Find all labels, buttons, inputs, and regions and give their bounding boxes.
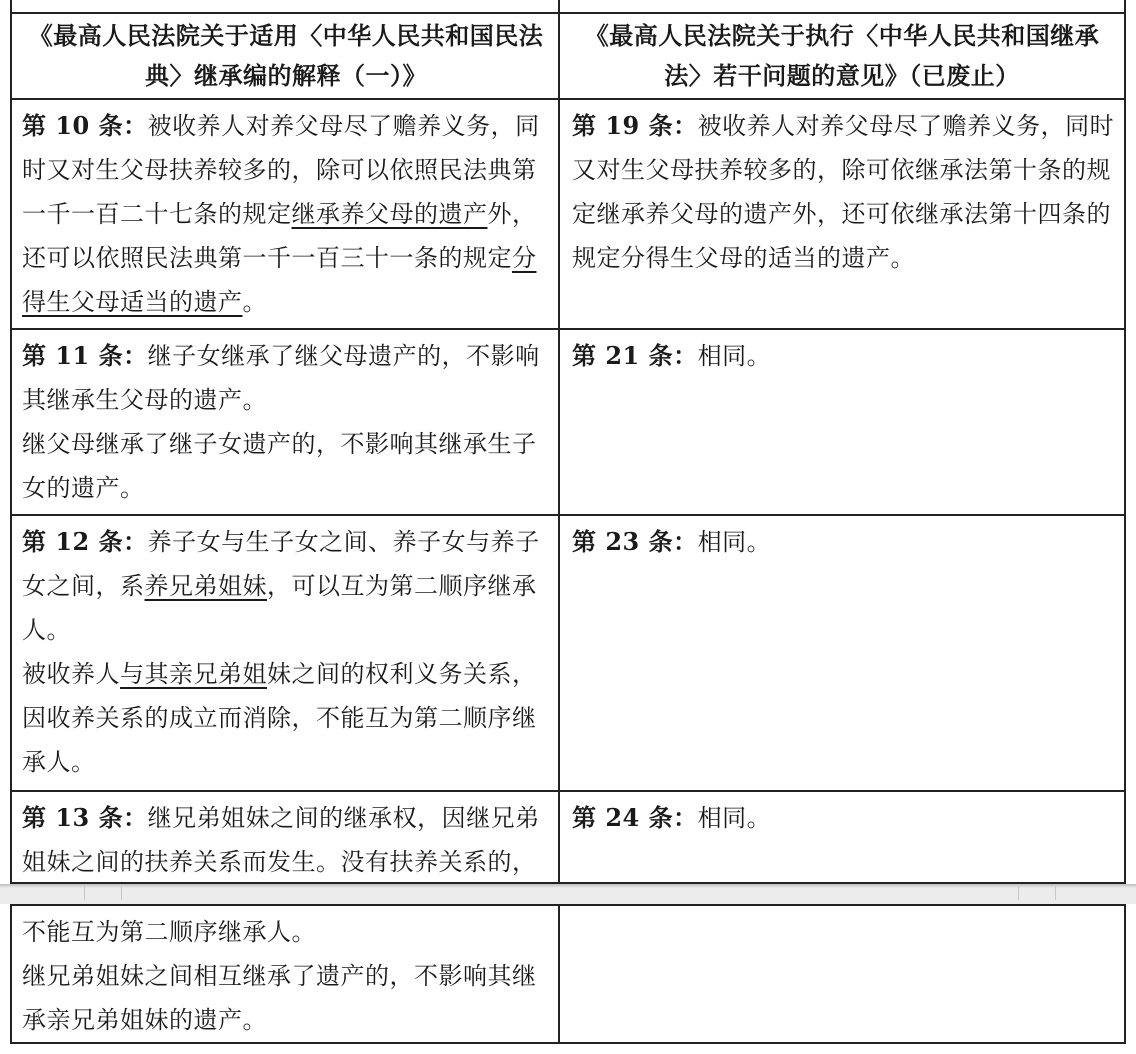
- article-text: 被收养人对养父母尽了赡养义务，同时又对生父母扶养较多的，除可以依照民法典第一千一百二十七条的规定: [22, 112, 540, 228]
- comparison-table: [10, 0, 1126, 884]
- row-rule: [12, 514, 1124, 516]
- article-21-right: [572, 334, 1116, 378]
- underlined-phrase: 继承养父母的遗产: [291, 200, 488, 228]
- article-number: 第 21 条：: [572, 341, 698, 370]
- article-number: 第 23 条：: [572, 527, 698, 556]
- underlined-phrase: 养兄弟姐妹: [144, 572, 267, 600]
- comparison-table-continued: [10, 904, 1126, 1044]
- column-divider: [558, 906, 560, 1042]
- article-number: 第 12 条：: [22, 527, 148, 556]
- page-corner-mark: [84, 886, 122, 900]
- article-text: 。: [242, 288, 267, 316]
- article-13-left: [22, 796, 552, 884]
- row-rule: [12, 328, 1124, 330]
- article-text: 相同。: [697, 342, 772, 370]
- page-corner-mark: [1018, 886, 1056, 900]
- article-text: 继子女继承了继父母遗产的，不影响其继承生父母的遗产。: [22, 342, 540, 414]
- article-text: 被收养人: [22, 660, 120, 688]
- article-number: 第 11 条：: [22, 341, 148, 370]
- table-top-rule: [12, 12, 1124, 14]
- article-text: 继兄弟姐妹之间相互继承了遗产的，不影响其继承亲兄弟姐妹的遗产。: [22, 962, 537, 1034]
- article-text: 继父母继承了继子女遗产的，不影响其继承生子女的遗产。: [22, 430, 537, 502]
- row-rule: [12, 790, 1124, 792]
- article-number: 第 13 条：: [22, 803, 148, 832]
- article-number: 第 10 条：: [22, 111, 148, 140]
- header-left: 《最高人民法院关于适用〈中华人民共和国民法典〉继承编的解释（一）》: [28, 21, 544, 90]
- article-number: 第 19 条：: [572, 111, 698, 140]
- article-text: 相同。: [697, 804, 772, 832]
- article-text: 外，还可以依照民法典第一千一百三十一条的规定: [22, 200, 537, 272]
- article-10-left: [22, 104, 552, 324]
- article-number: 第 24 条：: [572, 803, 698, 832]
- article-text: 养子女与生子女之间、养子女与养子女之间，系: [22, 528, 540, 600]
- article-text: 相同。: [697, 528, 772, 556]
- article-text: 被收养人对养父母尽了赡养义务，同时又对生父母扶养较多的，除可依继承法第十条的规定继承养父母的遗产外，还可依继承法第十四条的规定分得生父母的适当的遗产。: [572, 112, 1115, 272]
- underlined-phrase: 分得生父母适当的遗产: [22, 244, 537, 316]
- article-text: 不能互为第二顺序继承人。: [22, 918, 316, 946]
- article-text: ，可以互为第二顺序继承人。: [22, 572, 537, 644]
- header-rule: [12, 98, 1124, 100]
- page-break-shadow: [0, 884, 1136, 888]
- column-divider: [558, 0, 560, 882]
- article-13-left-continued: [22, 910, 552, 1042]
- article-11-left: [22, 334, 552, 510]
- header-right: 《最高人民法院关于执行〈中华人民共和国继承法〉若干问题的意见》（已废止）: [584, 21, 1100, 90]
- article-12-left: [22, 520, 552, 784]
- article-23-right: [572, 520, 1116, 564]
- article-24-right: [572, 796, 1116, 840]
- article-text: 妹之间的权利义务关系，因收养关系的成立而消除，不能互为第二顺序继承人。: [22, 660, 537, 776]
- article-19-right: [572, 104, 1116, 280]
- article-text: 继兄弟姐妹之间的继承权，因继兄弟姐妹之间的扶养关系而发生。没有扶养关系的，: [22, 804, 540, 876]
- underlined-phrase: 与其亲兄弟姐: [120, 660, 267, 688]
